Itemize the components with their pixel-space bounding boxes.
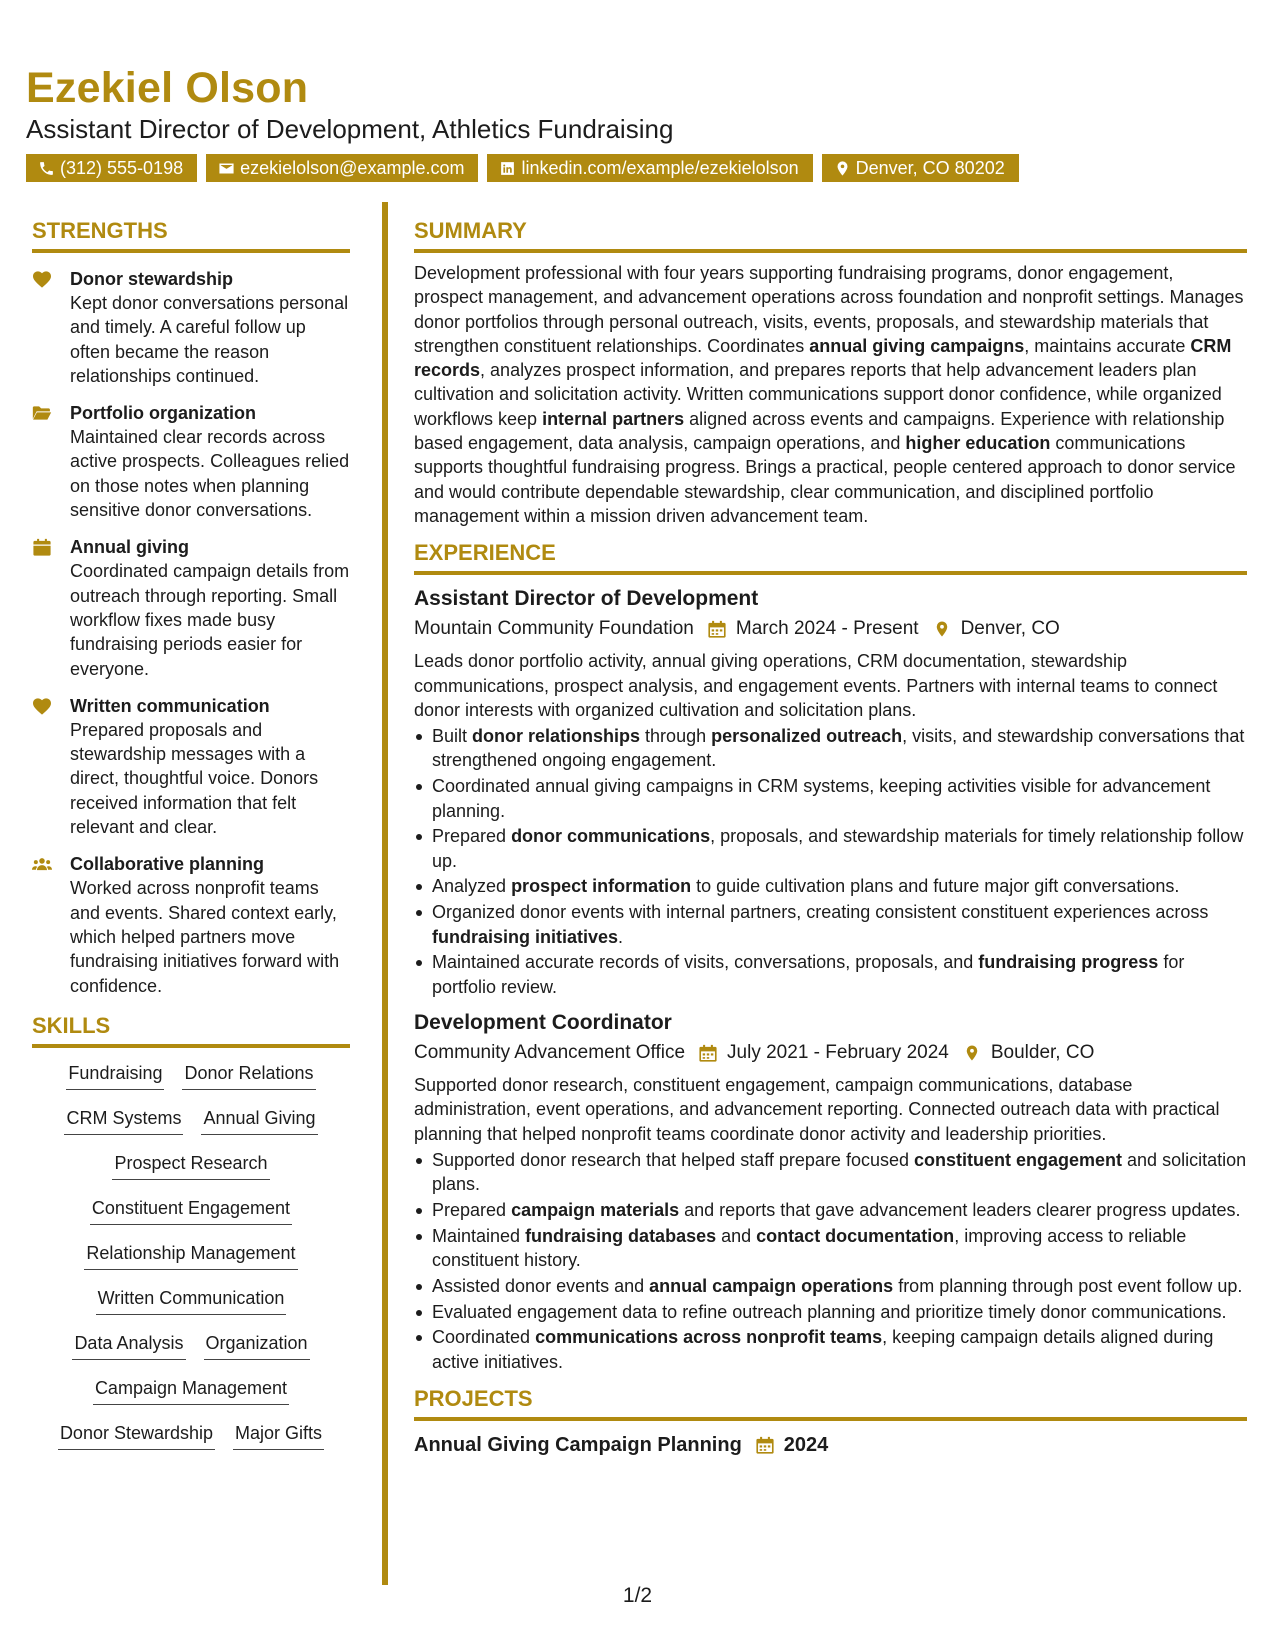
body-text: Maintained accurate records of visits, conversations, proposals, and <box>432 952 979 973</box>
body-text: aligned across events and campaigns. Experience with relationship based engagement, data analysis, campaign operations, and <box>414 408 1225 454</box>
body-text: , visits, and stewardship conversations that strengthened ongoing engagement. <box>432 726 1245 771</box>
body-text: to guide cultivation plans and future major gift conversations. <box>691 876 1180 897</box>
body-text: Maintained <box>432 1225 526 1246</box>
emphasis-text: annual campaign operations <box>649 1275 894 1296</box>
strength-item <box>32 694 350 839</box>
skill-tag: Constituent Engagement <box>90 1195 292 1225</box>
linkedin-chip[interactable] <box>487 154 812 182</box>
skill-tag: Data Analysis <box>72 1330 185 1360</box>
body-text: Organized donor events with internal partners, creating consistent constituent experiences across <box>432 902 1209 923</box>
map-pin-icon <box>834 160 851 177</box>
skill-tag: Organization <box>204 1330 310 1360</box>
job-bullet <box>414 1274 1247 1298</box>
skill-row <box>44 1150 338 1195</box>
body-text: through <box>640 726 712 747</box>
strength-item <box>32 852 350 997</box>
calendar-icon <box>32 538 52 556</box>
job-bullet <box>414 1325 1247 1374</box>
skills-list <box>32 1060 350 1465</box>
job-location: Denver, CO <box>960 618 1060 640</box>
strength-title: Portfolio organization <box>70 403 256 424</box>
phone-chip[interactable] <box>26 154 197 182</box>
contact-bar <box>26 154 1246 182</box>
skill-tag: Prospect Research <box>112 1150 269 1180</box>
body-text: . <box>618 926 624 947</box>
body-text: Prepared <box>432 826 512 847</box>
job-bullet <box>414 1198 1247 1222</box>
job-meta <box>414 1038 1247 1068</box>
skill-row <box>44 1060 338 1105</box>
skill-row <box>44 1195 338 1240</box>
job-org: Community Advancement Office <box>414 1041 686 1063</box>
job-bullet <box>414 950 1247 999</box>
emphasis-text: constituent engagement <box>914 1149 1123 1170</box>
job-bullet <box>414 824 1247 873</box>
skill-row <box>44 1375 338 1420</box>
job-bullet <box>414 774 1247 823</box>
calendar-icon <box>708 620 726 638</box>
emphasis-text: higher education <box>905 433 1051 454</box>
job-title: Assistant Director of Development <box>414 587 759 611</box>
linkedin-text: linkedin.com/example/ezekielolson <box>521 158 799 178</box>
skill-tag: Fundraising <box>66 1060 164 1090</box>
left-column <box>32 216 350 1465</box>
job-title: Development Coordinator <box>414 1010 672 1034</box>
emphasis-text: personalized outreach <box>711 726 903 747</box>
strength-item <box>32 401 350 522</box>
body-text: Assisted donor events and <box>432 1275 650 1296</box>
resume-header <box>26 62 1246 182</box>
job-bullet <box>414 1224 1247 1273</box>
heart-icon <box>32 697 52 715</box>
emphasis-text: communications across nonprofit teams <box>535 1327 883 1348</box>
candidate-title: Assistant Director of Development, Athletics Fundraising <box>26 114 674 144</box>
body-text: and reports that gave advancement leaders clearer progress updates. <box>679 1199 1241 1220</box>
strength-title: Donor stewardship <box>70 269 234 289</box>
skill-tag: Campaign Management <box>93 1375 289 1405</box>
emphasis-text: fundraising databases <box>525 1225 717 1246</box>
emphasis-text: campaign materials <box>511 1199 680 1220</box>
job-bullet <box>414 1300 1247 1324</box>
phone-text: (312) 555-0198 <box>60 158 184 178</box>
column-divider <box>382 202 388 1585</box>
strength-title: Collaborative planning <box>70 854 265 875</box>
emphasis-text: CRM records <box>414 335 1232 381</box>
body-text: for portfolio review. <box>432 952 1185 997</box>
location-text: Denver, CO 80202 <box>855 158 1005 178</box>
body-text: Built <box>432 726 473 747</box>
project-year: 2024 <box>783 1433 829 1456</box>
skill-tag: Major Gifts <box>233 1420 324 1450</box>
skill-tag: Annual Giving <box>201 1105 317 1135</box>
body-text: Prepared <box>432 1199 512 1220</box>
body-text: and <box>716 1225 757 1246</box>
strength-title: Written communication <box>70 695 270 716</box>
strength-desc: Maintained clear records across active prospects. Colleagues relied on those notes when planning sensitive donor conversations. <box>70 427 350 521</box>
email-chip[interactable] <box>206 154 478 182</box>
body-text: , keeping campaign details aligned during active initiatives. <box>432 1327 1214 1372</box>
summary-heading: SUMMARY <box>414 216 1247 253</box>
emphasis-text: fundraising initiatives <box>432 926 619 947</box>
emphasis-text: contact documentation <box>756 1225 955 1246</box>
calendar-icon <box>699 1044 717 1062</box>
job-dates: March 2024 - Present <box>735 618 919 640</box>
job-bullet <box>414 1148 1247 1197</box>
phone-icon <box>38 160 55 177</box>
skill-tag: Donor Stewardship <box>58 1420 215 1450</box>
email-text: ezekielolson@example.com <box>240 158 465 178</box>
body-text: Supported donor research that helped staff prepare focused <box>432 1149 914 1170</box>
strengths-list <box>32 267 350 998</box>
body-text: Development professional with four years supporting fundraising programs, donor engagement, prospect management, and advancement operations across foundation and nonprofit settings. Manages donor portfolios through personal outreach, visits, events, proposals, and stewardship materials that strengthen constituent relationships. Coordinates <box>414 263 1244 356</box>
map-pin-icon <box>933 620 951 638</box>
job-bullet <box>414 874 1247 898</box>
skill-tag: Written Communication <box>96 1285 287 1315</box>
body-text: , maintains accurate <box>1024 335 1191 356</box>
strength-desc: Worked across nonprofit teams and events. Shared context early, which helped partners move fundraising initiatives forward with confidence. <box>70 878 340 996</box>
emphasis-text: prospect information <box>511 876 692 897</box>
project-title: Annual Giving Campaign Planning <box>414 1433 742 1456</box>
skill-row <box>44 1330 338 1375</box>
page-number: 1/2 <box>622 1584 653 1607</box>
experience-heading: EXPERIENCE <box>414 538 1247 575</box>
project-entry <box>414 1431 1247 1459</box>
job-entry <box>414 585 1247 999</box>
body-text: Analyzed <box>432 876 512 897</box>
emphasis-text: donor relationships <box>472 726 641 747</box>
folder-icon <box>32 404 52 422</box>
skill-tag: Relationship Management <box>84 1240 297 1270</box>
summary-text <box>414 261 1247 528</box>
job-bullets <box>414 1148 1247 1374</box>
emphasis-text: donor communications <box>511 826 711 847</box>
body-text: , proposals, and stewardship materials for timely relationship follow up. <box>432 826 1244 871</box>
job-description: Leads donor portfolio activity, annual giving operations, CRM documentation, stewardship communications, prospect analysis, and engagement events. Partners with internal teams to connect donor interests with organized cultivation and solicitation plans. <box>414 651 1218 720</box>
job-location: Boulder, CO <box>990 1041 1095 1063</box>
job-bullet <box>414 900 1247 949</box>
users-icon <box>32 855 52 873</box>
calendar-icon <box>756 1436 774 1454</box>
job-dates: July 2021 - February 2024 <box>727 1041 949 1063</box>
job-meta <box>414 614 1247 644</box>
location-chip <box>822 154 1019 182</box>
job-bullet <box>414 724 1247 773</box>
skill-tag: Donor Relations <box>182 1060 315 1090</box>
heart-icon <box>32 270 52 288</box>
job-entry <box>414 1009 1247 1374</box>
skill-tag: CRM Systems <box>64 1105 183 1135</box>
body-text: from planning through post event follow up. <box>893 1275 1243 1296</box>
strength-desc: Kept donor conversations personal and timely. A careful follow up often became the reason relationships continued. <box>70 293 349 386</box>
linkedin-icon <box>499 160 516 177</box>
envelope-icon <box>218 160 235 177</box>
emphasis-text: annual giving campaigns <box>809 335 1025 356</box>
strength-item <box>32 267 350 388</box>
skills-heading: SKILLS <box>32 1011 350 1048</box>
body-text: , analyzes prospect information, and prepares reports that help advancement leaders plan cultivation and solicitation activity. Written communications support donor confidence, while organized workflows keep <box>414 360 1222 429</box>
skill-row <box>44 1285 338 1330</box>
projects-heading: PROJECTS <box>414 1384 1247 1421</box>
body-text: communications supports thoughtful fundraising progress. Brings a practical, people centered approach to donor service and would contribute dependable stewardship, clear communication, and disciplined portfolio management within a mission driven advancement team. <box>414 433 1236 526</box>
body-text: , improving access to reliable constituent history. <box>432 1225 1187 1270</box>
skill-row <box>44 1240 338 1285</box>
emphasis-text: internal partners <box>542 408 685 429</box>
strength-item <box>32 535 350 680</box>
body-text: Coordinated <box>432 1327 536 1348</box>
skill-row <box>44 1105 338 1150</box>
map-pin-icon <box>963 1044 981 1062</box>
strengths-heading: STRENGTHS <box>32 216 350 253</box>
candidate-name: Ezekiel Olson <box>26 64 309 112</box>
body-text: Coordinated annual giving campaigns in CRM systems, keeping activities visible for advancement planning. <box>432 776 1211 821</box>
job-description: Supported donor research, constituent engagement, campaign communications, database administration, event operations, and advancement reporting. Connected outreach data with practical planning that helped nonprofit teams coordinate donor activity and leadership priorities. <box>414 1074 1220 1144</box>
right-column <box>414 216 1247 1459</box>
skill-row <box>44 1420 338 1465</box>
job-bullets <box>414 724 1247 999</box>
strength-desc: Coordinated campaign details from outreach through reporting. Small workflow fixes made busy fundraising periods easier for everyone. <box>70 561 350 679</box>
strength-desc: Prepared proposals and stewardship messages with a direct, thoughtful voice. Donors received information that felt relevant and clear. <box>70 719 319 838</box>
body-text: and solicitation plans. <box>432 1149 1247 1195</box>
job-org: Mountain Community Foundation <box>414 618 694 640</box>
emphasis-text: fundraising progress <box>978 952 1159 973</box>
strength-title: Annual giving <box>70 537 189 558</box>
body-text: Evaluated engagement data to refine outreach planning and prioritize timely donor communications. <box>432 1301 1227 1322</box>
